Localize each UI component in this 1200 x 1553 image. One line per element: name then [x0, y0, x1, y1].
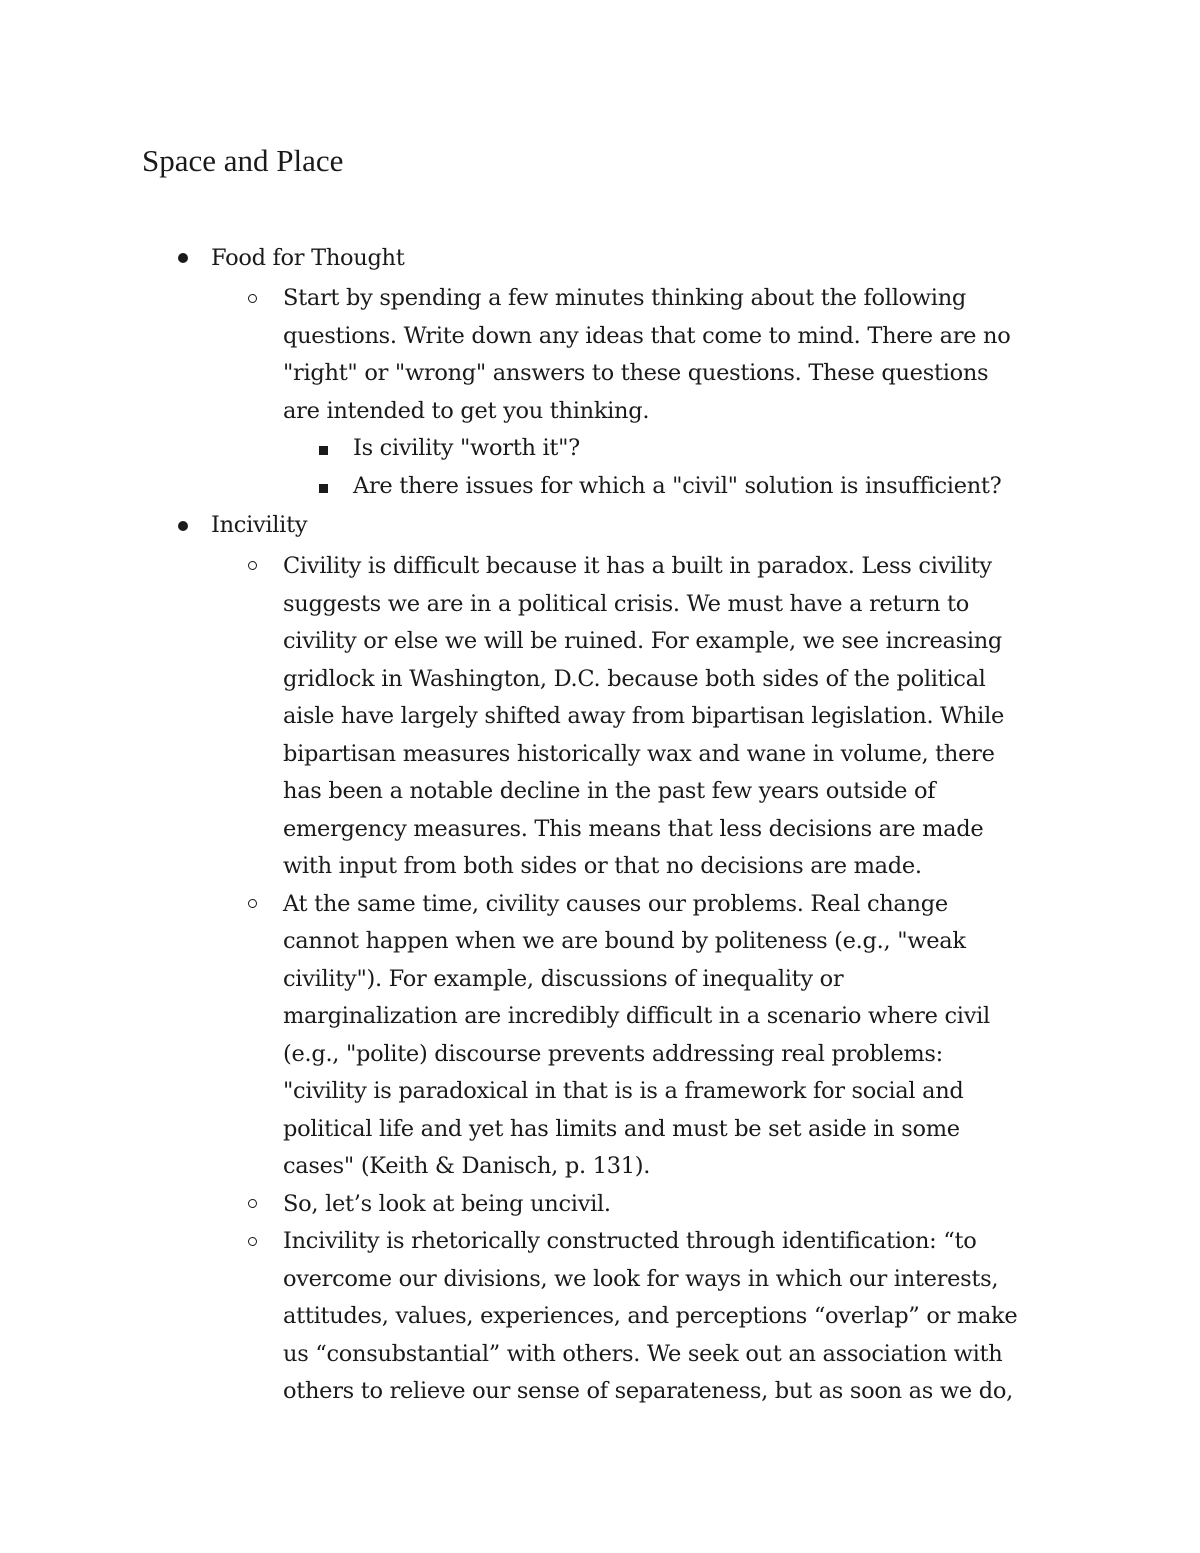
paragraph-line: cannot happen when we are bound by politeness (e.g., "weak — [283, 928, 966, 954]
bullet-filled-icon — [178, 521, 188, 531]
paragraph-line: "right" or "wrong" answers to these questions. These questions — [283, 360, 989, 386]
paragraph-line: (e.g., "polite) discourse prevents addressing real problems: — [283, 1041, 943, 1067]
paragraph-line: marginalization are incredibly difficult in a scenario where civil — [283, 1003, 990, 1029]
paragraph-line: So, let’s look at being uncivil. — [283, 1191, 611, 1217]
paragraph-line: questions. Write down any ideas that come to mind. There are no — [283, 323, 1011, 349]
paragraph-line: cases" (Keith & Danisch, p. 131). — [283, 1153, 651, 1179]
bullet-hollow-icon — [248, 561, 257, 570]
page-title: Space and Place — [142, 143, 344, 178]
bullet-hollow-icon — [248, 899, 257, 908]
bullet-hollow-icon — [248, 294, 257, 303]
paragraph-line: gridlock in Washington, D.C. because both sides of the political — [283, 666, 986, 692]
paragraph-line: "civility is paradoxical in that is is a framework for social and — [283, 1078, 964, 1104]
bullet-hollow-icon — [248, 1199, 257, 1208]
paragraph-line: attitudes, values, experiences, and perceptions “overlap” or make — [283, 1303, 1018, 1329]
paragraph-line: suggests we are in a political crisis. We must have a return to — [283, 591, 969, 617]
sub-question-line: Are there issues for which a "civil" solution is insufficient? — [353, 473, 1002, 499]
bullet-filled-icon — [178, 253, 188, 263]
paragraph-line: others to relieve our sense of separateness, but as soon as we do, — [283, 1378, 1013, 1404]
paragraph-line: Start by spending a few minutes thinking about the following — [283, 285, 966, 311]
section-heading-food-for-thought: Food for Thought — [211, 245, 405, 271]
paragraph-line: with input from both sides or that no decisions are made. — [283, 853, 922, 879]
paragraph-line: has been a notable decline in the past few years outside of — [283, 778, 936, 804]
bullet-square-icon — [319, 446, 328, 455]
paragraph-line: political life and yet has limits and must be set aside in some — [283, 1116, 960, 1142]
bullet-square-icon — [319, 484, 328, 493]
section-heading-incivility: Incivility — [211, 512, 308, 538]
paragraph-line: civility or else we will be ruined. For example, we see increasing — [283, 628, 1003, 654]
paragraph-line: Civility is difficult because it has a built in paradox. Less civility — [283, 553, 992, 579]
paragraph-line: civility"). For example, discussions of inequality or — [283, 966, 844, 992]
paragraph-line: us “consubstantial” with others. We seek out an association with — [283, 1341, 1003, 1367]
paragraph-line: are intended to get you thinking. — [283, 398, 650, 424]
paragraph-line: bipartisan measures historically wax and wane in volume, there — [283, 741, 995, 767]
paragraph-line: emergency measures. This means that less decisions are made — [283, 816, 984, 842]
paragraph-line: overcome our divisions, we look for ways in which our interests, — [283, 1266, 999, 1292]
sub-question-line: Is civility "worth it"? — [353, 435, 580, 461]
paragraph-line: Incivility is rhetorically constructed through identification: “to — [283, 1228, 977, 1254]
bullet-hollow-icon — [248, 1237, 257, 1246]
paragraph-line: aisle have largely shifted away from bipartisan legislation. While — [283, 703, 1004, 729]
paragraph-line: At the same time, civility causes our problems. Real change — [283, 891, 948, 917]
